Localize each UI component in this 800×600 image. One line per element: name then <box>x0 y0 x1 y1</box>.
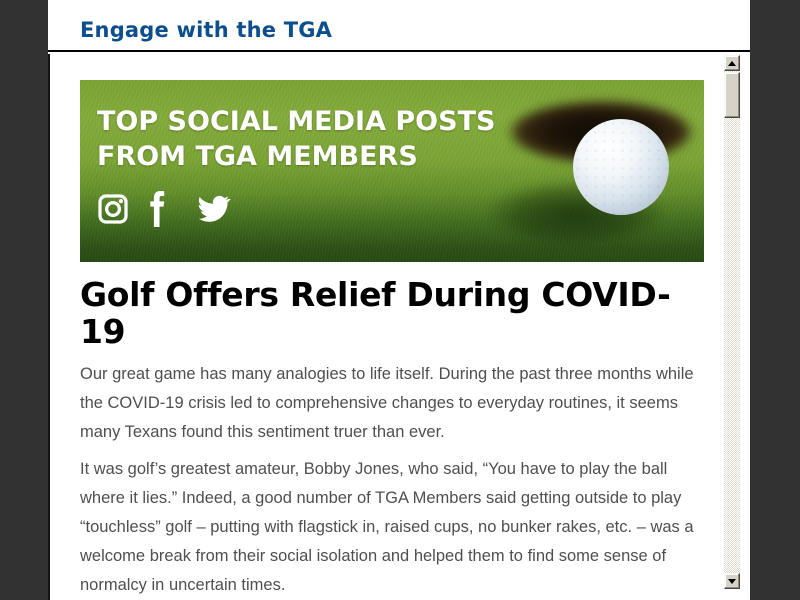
content-frame <box>48 54 750 600</box>
facebook-icon[interactable] <box>150 191 165 227</box>
page-title: Engage with the TGA <box>80 18 333 42</box>
content-panel <box>48 0 750 600</box>
article <box>80 276 707 600</box>
scrollbar-thumb[interactable] <box>724 72 740 118</box>
social-icons-row <box>98 190 233 228</box>
hero-title-line2: FROM TGA MEMBERS <box>97 141 418 172</box>
scroll-down-button[interactable] <box>724 573 740 589</box>
article-heading: Golf Offers Relief During COVID-19 <box>80 275 671 351</box>
twitter-icon[interactable] <box>193 192 233 226</box>
hero-title <box>97 104 495 174</box>
hero-image <box>80 80 704 262</box>
up-arrow-icon <box>728 61 736 66</box>
scroll-up-button[interactable] <box>724 55 740 71</box>
instagram-icon[interactable] <box>98 194 128 224</box>
page-header <box>48 0 750 52</box>
down-arrow-icon <box>728 579 736 584</box>
article-paragraph-2: It was golf’s greatest amateur, Bobby Jones, who said, “You have to play the ball where it lies.” Indeed, a good number of TGA Members said getting outside to play “touchless” golf – putting with flagstick in, raised cups, no bunker rakes, etc. – was a welcome break from their social isolation and helped them to find some sense of normalcy in uncertain times. <box>80 460 694 594</box>
golf-ball <box>573 119 669 215</box>
vertical-scrollbar-track[interactable] <box>724 55 740 589</box>
hero-title-line1: TOP SOCIAL MEDIA POSTS <box>97 106 496 137</box>
article-paragraph-1: Our great game has many analogies to life itself. During the past three months while the COVID-19 crisis led to comprehensive changes to everyday routines, it seems many Texans found this sentiment truer than ever. <box>80 365 694 441</box>
